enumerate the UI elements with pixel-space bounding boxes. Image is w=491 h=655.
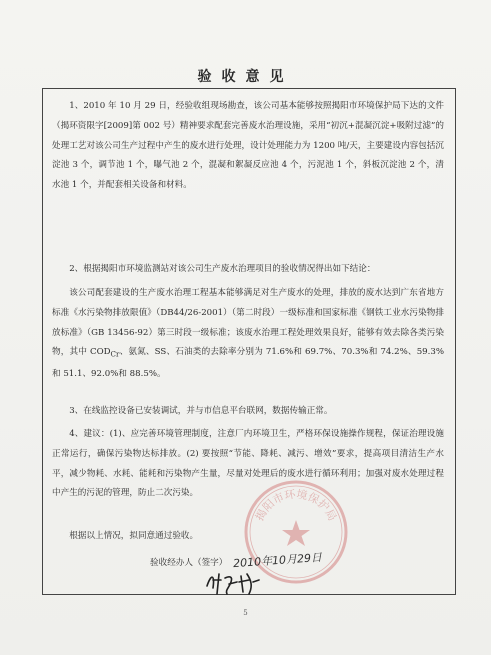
document-title: 验收意见	[197, 69, 294, 85]
handwritten-date: 2010年10月29日	[232, 550, 323, 571]
paragraph-monitoring-conclusion: 该公司配套建设的生产废水治理工程基本能够满足对生产废水的处理，排放的废水达到广东省地方标准《水污染物排放限值》（DB44/26-2001）（第二时段）一级标准和国家标准《钢铁工业水污染物排放标准》（GB 13456-92）第三时段一级标准；该废水治理工程处理效果良好，能够有效去除各类污染物，其中 $COD_{Cr}$、氨氮、SS、石油类的去除率分别为 71.6%和 69.7%、70.3%和 74.2%、59.3%和 51.1、92.0%和 88.5%。	[52, 288, 444, 379]
handwritten-signature	[203, 568, 263, 598]
sign-label: 验收经办人（签字）	[150, 558, 228, 568]
paragraph-inspection-findings: 1、2010 年 10 月 29 日，经验收组现场勘查，该公司基本能够按照揭阳市环境保护局下达的文件（揭环资限字[2009]第 002 号）精神要求配套完善废水治理设施，采用“初沉+混凝沉淀+吸附过滤”的处理工艺对该公司生产过程中产生的废水进行处理，设计处理能力为 1200 吨/天，主要建设内容包括沉淀池 3 个，调节池 1 个，曝气池 2 个，混凝和絮凝反应池 4 个，污泥池 1 个，斜板沉淀池 2 个，清水池 1 个，并配套相关设备和材料。	[52, 101, 444, 191]
stamp-text: 揭阳市环境保护局	[252, 487, 340, 524]
page-number: 5	[243, 609, 248, 617]
paragraph-recommendations: 4、建议：(1)、应完善环境管理制度，注意厂内环境卫生，严格环保设施操作规程，保证治理设施正常运行，确保污染物达标排放。(2) 要按照“节能、降耗、减污、增效”要求，提高项目清洁生产水平，减少物耗、水耗、能耗和污染物产生量，尽量对处理后的废水进行循环利用；加强对废水处理过程中产生的污泥的管理，防止二次污染。	[52, 429, 444, 499]
paragraph-approval: 根据以上情况，拟同意通过验收。	[69, 531, 199, 541]
paragraph-monitoring-intro: 2、根据揭阳市环境监测站对该公司生产废水治理项目的验收情况得出如下结论：	[69, 264, 376, 274]
paragraph-online-monitoring: 3、在线监控设备已安装调试，并与市信息平台联网，数据传输正常。	[69, 406, 333, 416]
